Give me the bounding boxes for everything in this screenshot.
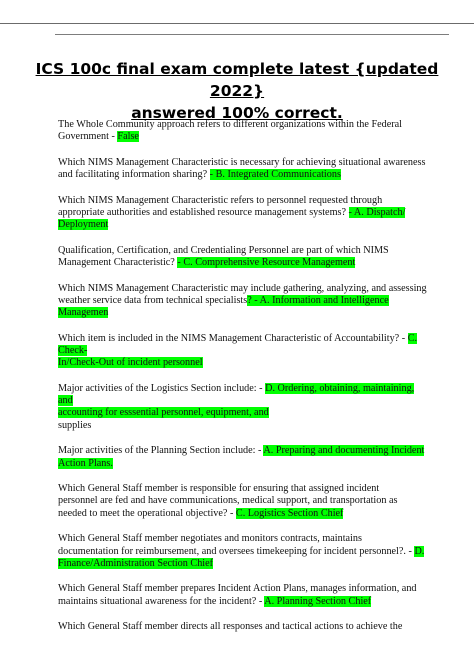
question-text: Which NIMS Management Characteristic refers to personnel requested through — [58, 194, 383, 206]
question-text: Which General Staff member directs all responses and tactical actions to achieve the — [58, 621, 403, 633]
answer-highlight: ? - A. Information and Intelligence Managemen — [58, 295, 389, 319]
answer-highlight: C. Logistics Section Chief — [235, 507, 344, 519]
question-text: personnel are fed and have communications, medical support, and transportation as — [58, 495, 398, 507]
question-text: Which NIMS Management Characteristic is necessary for achieving situational awareness — [58, 156, 426, 168]
answer-highlight: In/Check-Out of incident personnel — [58, 357, 203, 369]
qa-list — [58, 119, 430, 647]
question-text: Government - — [58, 131, 118, 143]
qa-item — [58, 245, 430, 269]
question-text: Management Characteristic? — [58, 257, 178, 269]
answer-highlight: Deployment — [58, 219, 109, 231]
qa-item — [58, 621, 430, 633]
question-text: Major activities of the Planning Section include: - — [58, 445, 264, 457]
header-rule — [0, 23, 474, 24]
question-text: Which NIMS Management Characteristic may include gathering, analyzing, and assessing — [58, 282, 427, 294]
header-subrule — [55, 34, 449, 35]
question-text: needed to meet the operational objective? - — [58, 507, 236, 519]
qa-item — [58, 483, 430, 520]
answer-highlight: A. Preparing and documenting Incident — [263, 445, 425, 457]
qa-item — [58, 283, 430, 320]
title-line-2: answered 100% correct. — [131, 104, 343, 122]
question-text: Which General Staff member prepares Incident Action Plans, manages information, and — [58, 583, 417, 595]
question-text: Qualification, Certification, and Credentialing Personnel are part of which NIMS — [58, 244, 389, 256]
qa-item — [58, 157, 430, 181]
answer-highlight: C. Check- — [58, 332, 418, 357]
question-text: documentation for reimbursement, and oversees timekeeping for incident personnel?. - — [58, 545, 415, 557]
title-line-1: ICS 100c final exam complete latest {updated 2022} — [35, 60, 439, 100]
qa-item — [58, 195, 430, 232]
page-title — [20, 58, 454, 124]
qa-item — [58, 533, 430, 570]
question-text: Which General Staff member is responsible for ensuring that assigned incident — [58, 483, 380, 495]
qa-item — [58, 445, 430, 469]
question-text: Which General Staff member negotiates and monitors contracts, maintains — [58, 533, 362, 545]
answer-highlight: - B. Integrated Communications — [209, 169, 341, 181]
qa-item — [58, 119, 430, 143]
answer-highlight: D. Ordering, obtaining, maintaining, and — [58, 383, 415, 407]
answer-highlight: A. Planning Section Chief — [264, 595, 372, 607]
qa-item — [58, 333, 430, 370]
qa-item — [58, 583, 430, 607]
answer-highlight: - C. Comprehensive Resource Management — [177, 257, 356, 269]
answer-highlight: False — [117, 131, 139, 143]
question-text: Major activities of the Logistics Section include: - — [58, 383, 266, 395]
answer-highlight: accounting for esssential personnel, equipment, and — [58, 407, 269, 419]
question-text: appropriate authorities and established resource management systems? — [58, 207, 349, 219]
answer-highlight: Finance/Administration Section Chief — [58, 557, 214, 569]
question-text: The Whole Community approach refers to different organizations within the Federal — [58, 119, 403, 130]
question-text: maintains situational awareness for the incident? - — [58, 595, 265, 607]
qa-item — [58, 383, 430, 432]
answer-highlight: Action Plans. — [58, 457, 113, 469]
answer-highlight: D. — [414, 545, 425, 557]
question-text: and facilitating information sharing? — [58, 169, 210, 181]
question-text: Which item is included in the NIMS Management Characteristic of Accountability? - — [58, 332, 408, 344]
answer-highlight: - A. Dispatch/ — [348, 207, 406, 219]
answer-continuation: supplies — [58, 419, 92, 431]
question-text: weather service data from technical specialists — [58, 295, 248, 307]
